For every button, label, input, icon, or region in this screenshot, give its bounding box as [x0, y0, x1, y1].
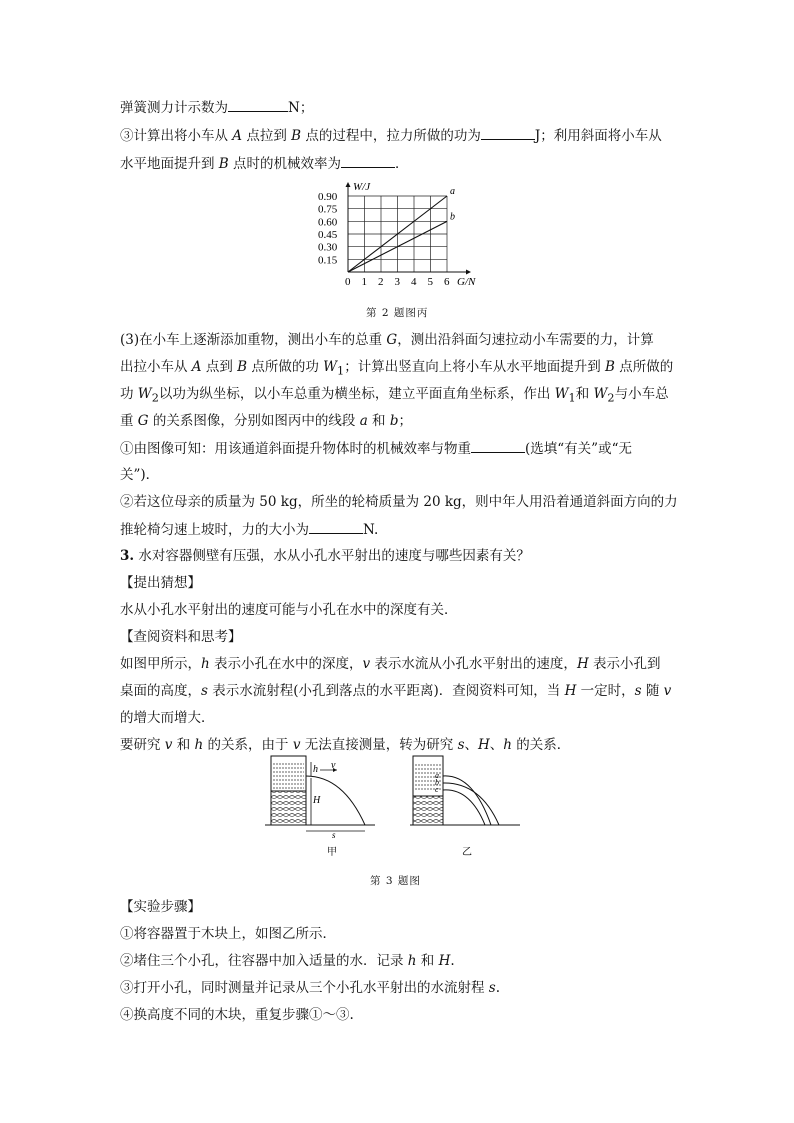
- text-line: [120, 126, 662, 145]
- text: 的关系．: [511, 737, 571, 753]
- y-axis-arrow: [346, 182, 351, 187]
- text: 桌面的高度，: [120, 683, 201, 699]
- work-weight-chart: [312, 176, 487, 294]
- text: 随: [641, 683, 664, 699]
- text: 【实验步骤】: [120, 899, 201, 915]
- text: 重: [120, 413, 138, 429]
- label-jia: 甲: [327, 847, 337, 858]
- text: 无法直接测量，转为研究: [300, 737, 458, 753]
- x-tick-label: 4: [411, 276, 417, 288]
- var: v: [663, 683, 672, 699]
- x-axis-arrow: [466, 270, 471, 275]
- var: v: [164, 737, 173, 753]
- text: 点所做的功: [247, 359, 324, 375]
- text-line: [120, 655, 661, 673]
- text: 功: [120, 386, 138, 402]
- text: ③打开小孔，同时测量并记录从三个小孔水平射出的水流射程: [120, 980, 489, 996]
- text: 【提出猜想】: [120, 575, 201, 591]
- x-axis-label: G/N: [457, 276, 476, 288]
- text-line: [120, 1006, 354, 1024]
- text: 水从小孔水平射出的速度可能与小孔在水中的深度有关．: [120, 602, 458, 618]
- text: ，测出沿斜面匀速拉动小车需要的力，计算: [397, 332, 654, 348]
- text: N；: [288, 100, 314, 116]
- x-tick-label: 0: [345, 276, 351, 288]
- text: (3)在小车上逐渐添加重物，测出小车的总重: [120, 332, 387, 348]
- y-axis-label: W/J: [353, 181, 371, 193]
- text: 推轮椅匀速上坡时，力的大小为: [120, 522, 309, 538]
- text: 一定时，: [576, 683, 635, 699]
- text-line: [120, 493, 678, 511]
- answer-blank[interactable]: [228, 98, 288, 112]
- var: G: [137, 413, 149, 429]
- y-tick-label: 0.90: [318, 191, 338, 203]
- text: 表示小孔在水中的深度，: [209, 656, 363, 672]
- text: 点到: [201, 359, 238, 375]
- section-heading: [120, 574, 201, 592]
- var: W: [323, 359, 338, 375]
- text: 弹簧测力计示数为: [120, 100, 228, 116]
- var: h: [201, 656, 210, 672]
- y-tick-label: 0.75: [318, 203, 338, 216]
- var: H: [564, 683, 577, 699]
- y-tick-label: 0.45: [318, 229, 338, 241]
- text: 水对容器侧壁有压强，水从小孔水平射出的速度与哪些因素有关？: [134, 548, 530, 564]
- water-lines: [273, 764, 304, 788]
- text: ；计算出竖直向上将小车从水平地面提升到: [344, 359, 606, 375]
- var: W: [554, 386, 569, 402]
- text: ①由图像可知：用该通道斜面提升物体时的机械效率与物重: [120, 441, 471, 457]
- text: ；: [398, 413, 412, 429]
- section-heading: [120, 898, 201, 916]
- figure-caption: 第 2 题图丙: [366, 307, 429, 319]
- answer-blank[interactable]: [481, 126, 535, 140]
- container: [271, 756, 306, 791]
- text-line: [120, 331, 654, 349]
- x-tick-label: 1: [361, 276, 367, 288]
- text-line: [120, 154, 409, 173]
- section-heading: [120, 628, 242, 646]
- text: 表示水流射程(小孔到落点的水平距离)．查阅资料可知，当: [207, 683, 565, 699]
- question-number: 3.: [120, 548, 135, 564]
- text: 关”)．: [120, 467, 160, 483]
- series-label-b: b: [450, 211, 455, 223]
- var: H: [478, 737, 490, 753]
- var: W: [137, 386, 152, 402]
- label-c: c: [435, 785, 439, 794]
- text: 和: [416, 953, 439, 969]
- text-line: [120, 520, 378, 539]
- text-line: [120, 98, 313, 117]
- var: A: [191, 359, 202, 375]
- x-tick-label: 6: [444, 276, 450, 288]
- var: B: [218, 156, 229, 172]
- text: 和: [172, 737, 195, 753]
- text-line: [120, 952, 455, 970]
- text: J；利用斜面将小车从: [534, 128, 662, 144]
- var: B: [605, 359, 615, 375]
- var: v: [362, 656, 371, 672]
- var: h: [503, 737, 512, 753]
- text: ②若这位母亲的质量为 50 kg，所坐的轮椅质量为 20 kg，则中年人用沿着通道斜面方向的力: [120, 494, 678, 510]
- label-yi: 乙: [462, 847, 472, 858]
- var: a: [359, 413, 368, 429]
- text: 和: [575, 386, 594, 402]
- text: ①将容器置于木块上，如图乙所示．: [120, 926, 336, 942]
- var: W: [593, 386, 608, 402]
- figure-caption: 第 3 题图: [370, 875, 421, 887]
- label-a: a: [435, 771, 439, 780]
- text-line: [120, 358, 673, 381]
- text: 点时的机械效率为: [228, 156, 342, 172]
- y-tick-label: 0.15: [318, 254, 338, 267]
- figure-yi: [410, 756, 520, 858]
- var: s: [488, 980, 496, 996]
- text-line: [120, 979, 500, 997]
- text: .: [495, 980, 501, 996]
- var: h: [407, 953, 417, 969]
- text-line: [120, 385, 669, 408]
- text: 、: [489, 737, 504, 753]
- text: ④换高度不同的木块，重复步骤①～③.: [120, 1007, 354, 1023]
- subscript: 2: [607, 391, 615, 405]
- var: H: [576, 656, 589, 672]
- subscript: 1: [568, 391, 576, 405]
- text: 与小车总: [614, 386, 669, 402]
- x-tick-label: 5: [427, 276, 433, 288]
- answer-blank[interactable]: [341, 154, 395, 168]
- text: 出拉小车从: [120, 359, 192, 375]
- text: (选填“有关”或“无: [525, 441, 632, 457]
- wood-block: [271, 791, 306, 825]
- text: 以功为纵坐标，以小车总重为横坐标，建立平面直角坐标系，作出: [158, 386, 555, 402]
- text: N.: [363, 522, 379, 538]
- var: B: [291, 128, 302, 144]
- var: A: [232, 128, 243, 144]
- text: 点拉到: [242, 128, 292, 144]
- var: v: [292, 737, 301, 753]
- text: 的关系图像，分别如图丙中的线段: [148, 413, 360, 429]
- var: s: [457, 737, 465, 753]
- wood-block: [413, 796, 443, 825]
- text: 水平地面提升到: [120, 156, 219, 172]
- var: H: [438, 953, 451, 969]
- label-H: H: [313, 795, 321, 806]
- text-line: [120, 709, 215, 727]
- text: 【查阅资料和思考】: [120, 629, 242, 645]
- text: ②堵住三个小孔，往容器中加入适量的水．记录: [120, 953, 408, 969]
- question-title: [120, 547, 530, 565]
- subscript: 1: [337, 364, 345, 378]
- text-line: [120, 925, 336, 943]
- x-tick-label: 3: [394, 276, 400, 288]
- text: ．: [395, 156, 409, 172]
- var: b: [389, 413, 399, 429]
- label-v: v: [331, 760, 336, 771]
- answer-blank[interactable]: [309, 520, 363, 534]
- text: 和: [367, 413, 390, 429]
- text: 表示水流从小孔水平射出的速度，: [370, 656, 577, 672]
- text-line: [120, 439, 632, 458]
- text: 点所做的: [614, 359, 674, 375]
- figure-jia: [265, 756, 375, 858]
- text: 点的过程中，拉力所做的功为: [301, 128, 481, 144]
- text: 的关系，由于: [203, 737, 293, 753]
- text: ③计算出将小车从: [120, 128, 233, 144]
- var: G: [386, 332, 398, 348]
- figure-3: [265, 752, 525, 862]
- answer-blank[interactable]: [471, 439, 525, 453]
- text: .: [450, 953, 455, 969]
- var: B: [237, 359, 248, 375]
- label-s: s: [332, 830, 336, 840]
- text: 如图甲所示，: [120, 656, 201, 672]
- label-b: b: [435, 778, 439, 787]
- text: 的增大而增大．: [120, 710, 215, 726]
- y-tick-label: 0.30: [318, 241, 338, 254]
- y-tick-label: 0.60: [318, 216, 338, 229]
- var: h: [194, 737, 204, 753]
- text: 表示小孔到: [588, 656, 661, 672]
- subscript: 2: [151, 391, 159, 405]
- text-line: [120, 601, 458, 619]
- x-tick-label: 2: [378, 276, 384, 288]
- label-h: h: [313, 764, 318, 775]
- text-line: [120, 682, 671, 700]
- text-line: [120, 412, 412, 430]
- var: s: [201, 683, 208, 699]
- text: 、: [464, 737, 478, 753]
- jet-b: [443, 783, 499, 825]
- series-label-a: a: [450, 186, 455, 197]
- var: s: [634, 683, 642, 699]
- text: 要研究: [120, 737, 165, 753]
- text-line: [120, 466, 159, 484]
